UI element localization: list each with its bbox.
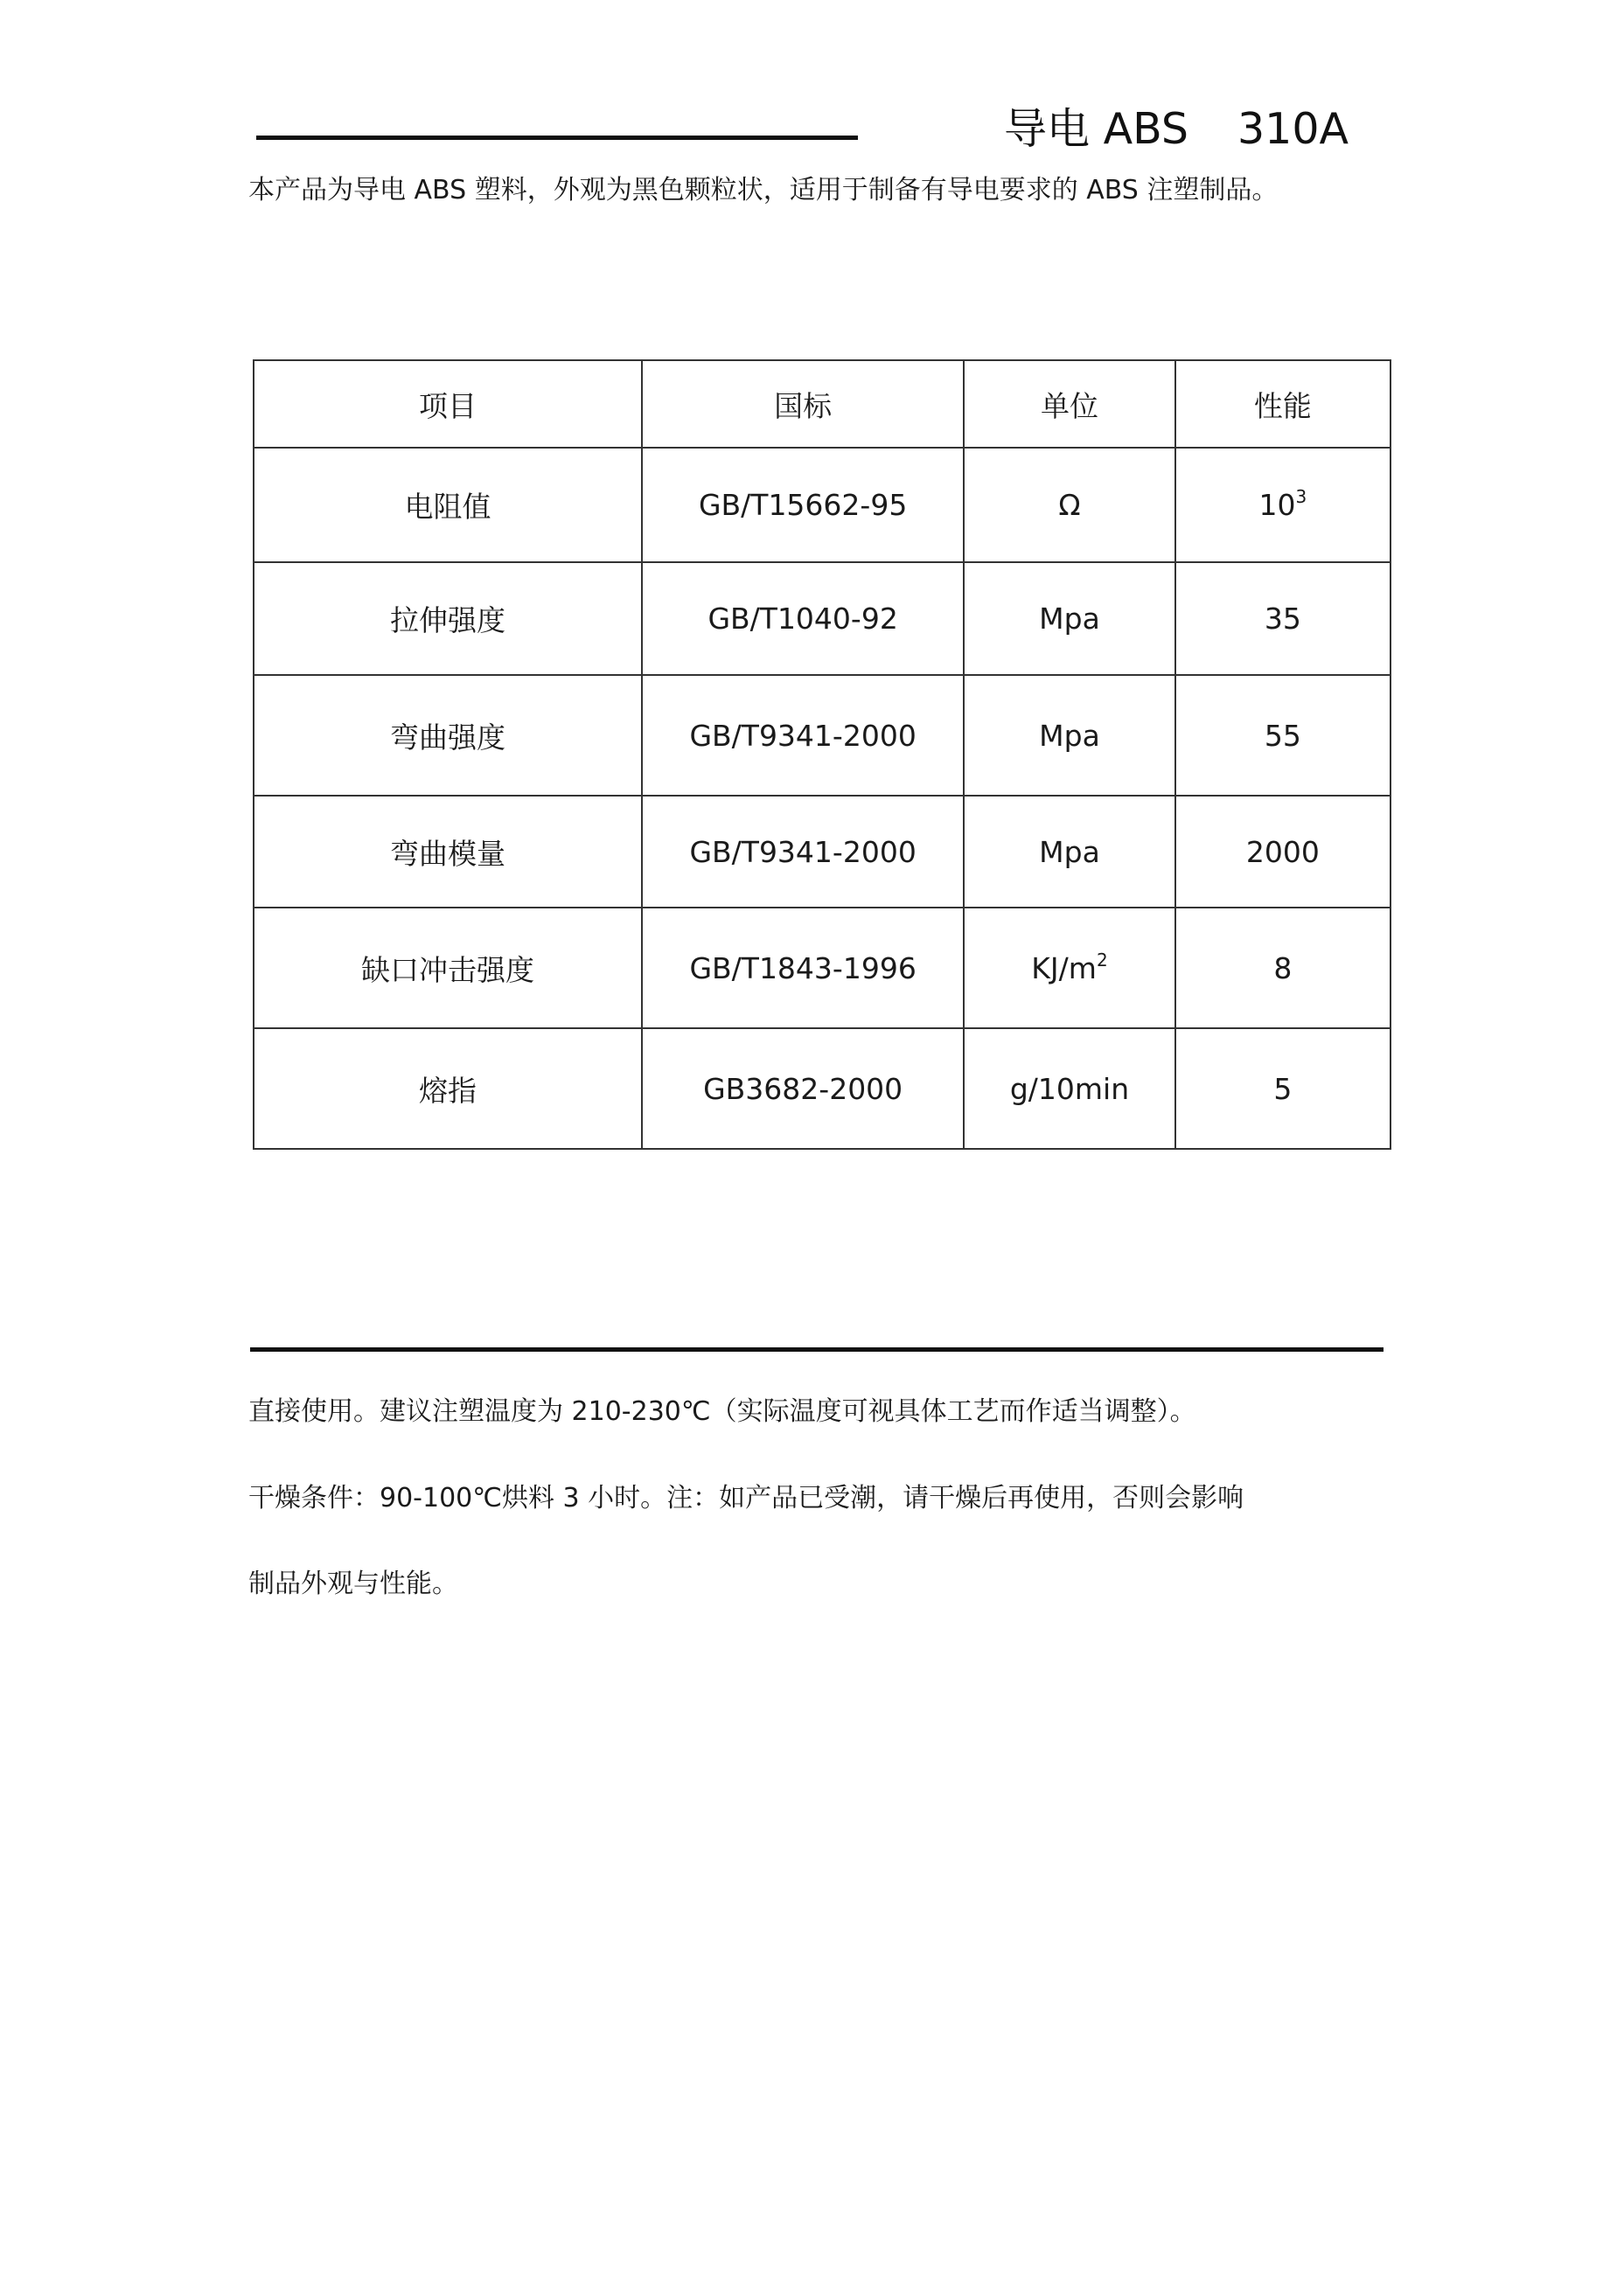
column-header-value: 性能 — [1175, 360, 1391, 448]
product-title — [1004, 103, 1349, 156]
value-text: 10 — [1258, 488, 1296, 522]
top-divider-line — [256, 136, 858, 140]
value-cell — [1175, 448, 1391, 562]
table-row — [254, 448, 1391, 562]
item-cell: 弯曲模量 — [254, 796, 642, 908]
drying-note: 干燥条件：90-100℃烘料 3 小时。注：如产品已受潮，请干燥后再使用，否则会影响 — [248, 1483, 1244, 1513]
table-row — [254, 908, 1391, 1028]
standard-cell: GB/T1843-1996 — [642, 908, 964, 1028]
column-header-item: 项目 — [254, 360, 642, 448]
table-row — [254, 796, 1391, 908]
standard-cell: GB/T9341-2000 — [642, 796, 964, 908]
value-cell — [1175, 796, 1391, 908]
usage-note: 直接使用。建议注塑温度为 210-230℃（实际温度可视具体工艺而作适当调整）。 — [248, 1396, 1196, 1427]
unit-cell — [964, 796, 1175, 908]
value-cell — [1175, 562, 1391, 675]
drying-note-continued: 制品外观与性能。 — [248, 1569, 458, 1599]
item-cell: 缺口冲击强度 — [254, 908, 642, 1028]
table-row — [254, 675, 1391, 796]
value-text: 8 — [1273, 950, 1293, 985]
table-row — [254, 1028, 1391, 1149]
value-superscript: 3 — [1295, 486, 1307, 507]
section-divider-line — [250, 1347, 1384, 1352]
item-cell: 电阻值 — [254, 448, 642, 562]
unit-text: Ω — [1058, 488, 1081, 522]
item-cell: 熔指 — [254, 1028, 642, 1149]
unit-cell — [964, 675, 1175, 796]
unit-cell — [964, 1028, 1175, 1149]
standard-cell: GB/T9341-2000 — [642, 675, 964, 796]
column-header-standard: 国标 — [642, 360, 964, 448]
value-text: 55 — [1264, 718, 1301, 753]
value-text: 5 — [1273, 1071, 1293, 1106]
value-cell — [1175, 675, 1391, 796]
property-table — [253, 359, 1391, 1150]
product-description: 本产品为导电 ABS 塑料，外观为黑色颗粒状，适用于制备有导电要求的 ABS 注塑制品。 — [248, 175, 1279, 205]
standard-cell: GB3682-2000 — [642, 1028, 964, 1149]
item-cell: 拉伸强度 — [254, 562, 642, 675]
product-model: 310A — [1237, 104, 1349, 154]
value-cell — [1175, 1028, 1391, 1149]
value-text: 2000 — [1245, 834, 1320, 869]
unit-cell — [964, 908, 1175, 1028]
value-text: 35 — [1264, 602, 1301, 636]
standard-cell: GB/T15662-95 — [642, 448, 964, 562]
table-header-row — [254, 360, 1391, 448]
standard-cell: GB/T1040-92 — [642, 562, 964, 675]
unit-text: Mpa — [1039, 718, 1100, 753]
unit-text: g/10min — [1009, 1071, 1130, 1106]
unit-text: KJ/m — [1031, 950, 1097, 985]
table-row — [254, 562, 1391, 675]
product-name: 导电 ABS — [1004, 104, 1188, 154]
column-header-unit: 单位 — [964, 360, 1175, 448]
value-cell — [1175, 908, 1391, 1028]
unit-text: Mpa — [1039, 834, 1100, 869]
unit-cell — [964, 448, 1175, 562]
item-cell: 弯曲强度 — [254, 675, 642, 796]
unit-cell — [964, 562, 1175, 675]
unit-text: Mpa — [1039, 602, 1100, 636]
unit-superscript: 2 — [1096, 949, 1108, 971]
